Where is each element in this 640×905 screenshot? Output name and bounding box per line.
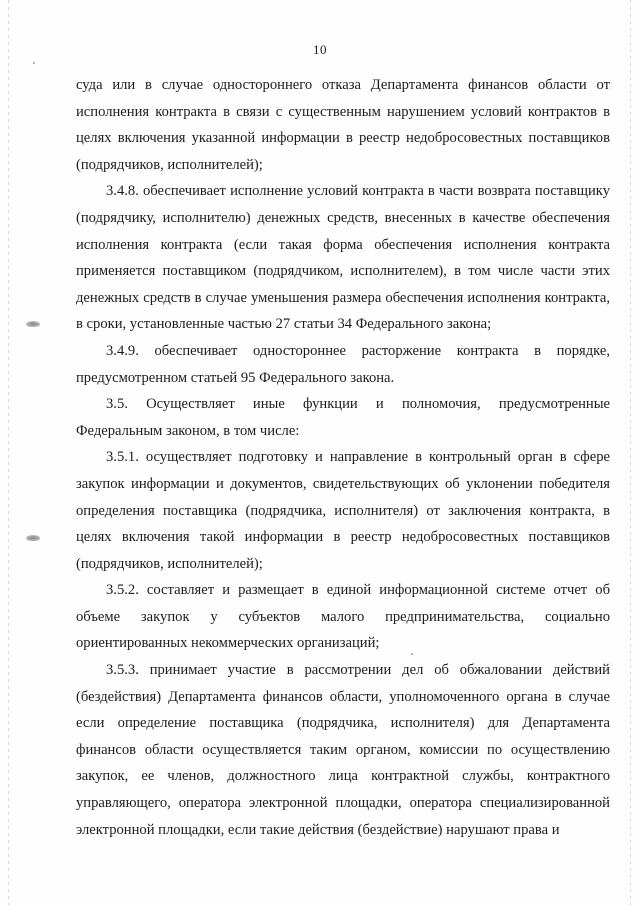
paragraph-continuation: суда или в случае одностороннего отказа Департамента финансов области от исполнения контракта в связи с существенным нарушением условий контрактов в целях включения указанной информации в реестр недобросовестных поставщиков (подрядчиков, исполнителей); — [76, 77, 610, 173]
paragraph-3-5-1: 3.5.1. осуществляет подготовку и направление в контрольный орган в сфере закупок информации и документов, свидетельствующих об уклонении победителя определения поставщика (подрядчика, исполнителя) от заключения контракта, в целях включения такой информации в реестр недобросовестных поставщиков (подрядчиков, исполнителей); — [76, 449, 610, 572]
paragraph-3-4-8: 3.4.8. обеспечивает исполнение условий контракта в части возврата поставщику (подрядчику, исполнителю) денежных средств, внесенных в качестве обеспечения исполнения контракта (если такая форма обеспечения исполнения контракта применяется поставщиком (подрядчиком, исполнителем), в том числе части этих денежных средств в случае уменьшения размера обеспечения исполнения контракта, в сроки, установленные частью 27 статьи 34 Федерального закона; — [76, 183, 610, 333]
scan-edge-right — [630, 0, 631, 905]
paragraph-3-5-3: 3.5.3. принимает участие в рассмотрении дел об обжаловании действий (бездействия) Департамента финансов области, уполномоченного органа в случае если определение поставщика (подрядчика, исполнителя) для Департамента финансов области осуществляется таким органом, комиссии по осуществлению закупок, ее членов, должностного лица контрактной службы, контрактного управляющего, оператора электронной площадки, оператора специализированной электронной площадки, если такие действия (бездействие) нарушают права и — [76, 662, 610, 838]
binder-hole-mark — [26, 321, 40, 327]
scan-speck — [411, 653, 413, 655]
binder-hole-mark — [26, 535, 40, 541]
document-body — [76, 72, 610, 843]
scan-edge-left — [8, 0, 9, 905]
page-number: 10 — [313, 42, 327, 57]
paragraph-3-5: 3.5. Осуществляет иные функции и полномочия, предусмотренные Федеральным законом, в том числе: — [76, 396, 610, 439]
paragraph-3-4-9: 3.4.9. обеспечивает одностороннее расторжение контракта в порядке, предусмотренном статьей 95 Федерального закона. — [76, 342, 610, 386]
scan-speck — [33, 62, 35, 64]
paragraph-3-5-2: 3.5.2. составляет и размещает в единой информационной системе отчет об объеме закупок у субъектов малого предпринимательства, социально ориентированных некоммерческих организаций; — [76, 582, 610, 652]
